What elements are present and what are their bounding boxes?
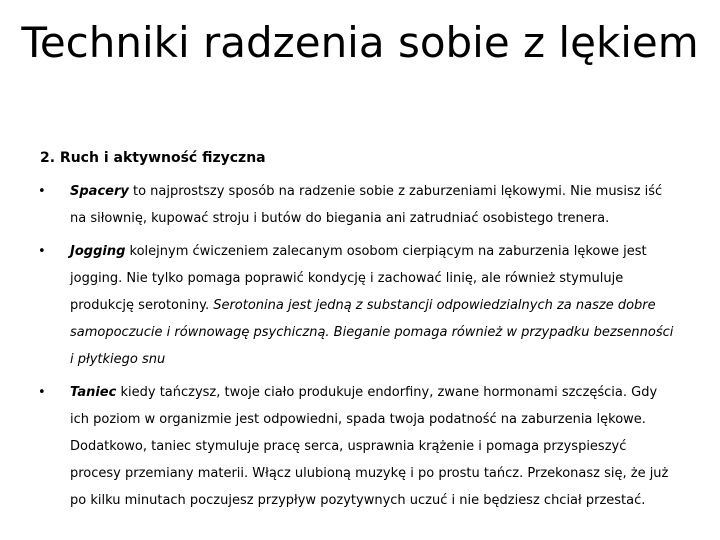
item-term: Jogging (70, 244, 126, 259)
item-text: kolejnym ćwiczeniem zalecanym osobom cierpiącym na zaburzenia lękowe jest jogging. Nie tylko pomaga poprawić kondycję i zachować linię, ale również stymuluje produkcję serotoniny. (70, 244, 647, 313)
bullet-icon: • (38, 244, 46, 259)
item-text: to najprostszy sposób na radzenie sobie z zaburzeniami lękowymi. Nie musisz iść na siłownię, kupować stroju i butów do biegania ani zatrudniać osobistego trenera. (70, 184, 663, 226)
bullet-list (38, 178, 678, 520)
item-term: Spacery (70, 184, 129, 199)
list-item (38, 238, 678, 373)
item-term: Taniec (70, 385, 117, 400)
section-heading: 2. Ruch i aktywność fizyczna (40, 150, 266, 166)
bullet-icon: • (38, 184, 46, 199)
item-italic-text: Serotonina jest jedną z substancji odpowiedzialnych za nasze dobre samopoczucie i równowagę psychiczną. Bieganie pomaga również w przypadku bezsenności i płytkiego snu (70, 298, 674, 367)
slide-title: Techniki radzenia sobie z lękiem (21, 18, 699, 67)
bullet-icon: • (38, 385, 46, 400)
list-item (38, 178, 678, 232)
list-item (38, 379, 678, 514)
item-text: kiedy tańczysz, twoje ciało produkuje endorfiny, zwane hormonami szczęścia. Gdy ich poziom w organizmie jest odpowiedni, spada twoja podatność na zaburzenia lękowe. Dodatkowo, taniec stymuluje pracę serca, usprawnia krążenie i pomaga przyspieszyć procesy przemiany materii. Włącz ulubioną muzykę i po prostu tańcz. Przekonasz się, że już po kilku minutach poczujesz przypływ pozytywnych uczuć i nie będziesz chciał przestać. (70, 385, 669, 508)
